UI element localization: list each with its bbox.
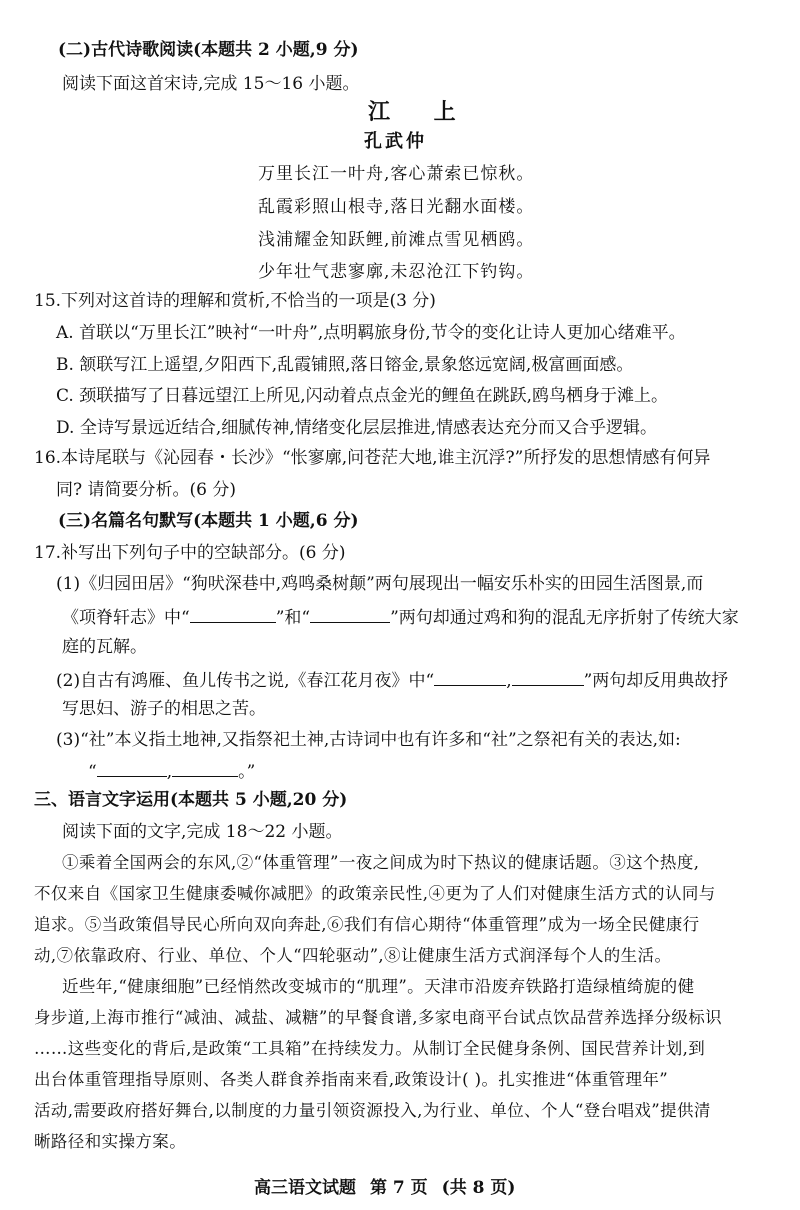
instruction-poem: 阅读下面这首宋诗,完成 15～16 小题。 [62,74,360,94]
question-17-part-3-line-1: (3)“社”本义指土地神,又指祭祀土神,古诗词中也有许多和“社”之祭祀有关的表达,如: [56,730,681,750]
answer-blank-6[interactable] [172,758,238,777]
text-segment: 《项脊轩志》中“ [62,608,190,628]
question-15-option-b: B. 颔联写江上遥望,夕阳西下,乱霞铺照,落日镕金,景象悠远宽阔,极富画面感。 [56,355,634,375]
answer-blank-2[interactable] [310,604,390,623]
text-segment: ”和“ [275,608,311,628]
question-16-line-1: 16.本诗尾联与《沁园春・长沙》“怅寥廓,问苍茫大地,谁主沉浮?”所抒发的思想情感有何异 [34,448,711,468]
question-17-part-2-line-1 [56,667,728,693]
poem-line-2: 乱霞彩照山根寺,落日光翻水面楼。 [258,197,535,217]
passage-p1-line-2: 不仅来自《国家卫生健康委喊你减肥》的政策亲民性,④更为了人们对健康生活方式的认同与 [34,884,716,903]
passage-p1-line-3: 追求。⑤当政策倡导民心所向双向奔赴,⑥我们有信心期待“体重管理”成为一场全民健康行 [34,915,700,934]
section-heading-recitation: (三)名篇名句默写(本题共 1 小题,6 分) [58,511,359,531]
passage-p1-line-4: 动,⑦依靠政府、行业、单位、个人“四轮驱动”,⑧让健康生活方式润泽每个人的生活。 [34,946,672,965]
question-17-stem: 17.补写出下列句子中的空缺部分。(6 分) [34,543,346,563]
text-segment: “ [88,762,97,782]
question-15-stem: 15.下列对这首诗的理解和赏析,不恰当的一项是(3 分) [34,291,436,311]
question-17-part-1-line-3: 庭的瓦解。 [62,637,147,657]
passage-p2-line-4: 出台体重管理指导原则、各类人群食养指南来看,政策设计( )。扎实推进“体重管理年” [34,1070,669,1089]
passage-p2-line-1: 近些年,“健康细胞”已经悄然改变城市的“肌理”。天津市沿废弃铁路打造绿植绮旎的健 [62,977,695,996]
page-footer [254,1176,529,1200]
passage-p2-line-6: 晰路径和实操方案。 [34,1132,187,1151]
passage-p1-line-1: ①乘着全国两会的东风,②“体重管理”一夜之间成为时下热议的健康话题。③这个热度, [62,853,700,872]
answer-blank-1[interactable] [190,604,276,623]
text-segment: , [166,762,173,782]
question-17-part-1-line-1: (1)《归园田居》“狗吠深巷中,鸡鸣桑树颠”两句展现出一幅安乐朴实的田园生活图景,而 [56,574,704,594]
question-17-part-3-line-2 [88,758,255,784]
footer-total-pages: (共 8 页) [441,1178,516,1198]
text-segment: , [506,671,512,691]
answer-blank-4[interactable] [512,667,584,686]
passage-p2-line-2: 身步道,上海市推行“减油、减盐、减糖”的早餐食谱,多家电商平台试点饮品营养选择分级标识 [34,1008,723,1027]
passage-p2-line-3: ……这些变化的背后,是政策“工具箱”在持续发力。从制订全民健身条例、国民营养计划,到 [34,1039,706,1058]
poem-author: 孔武仲 [364,131,427,152]
answer-blank-3[interactable] [434,667,506,686]
footer-page-number: 第 7 页 [370,1178,428,1198]
instruction-text: 阅读下面的文字,完成 18～22 小题。 [62,822,343,842]
text-segment: (2)自古有鸿雁、鱼儿传书之说,《春江花月夜》中“ [56,671,435,691]
part-heading-language: 三、语言文字运用(本题共 5 小题,20 分) [34,790,348,810]
passage-p2-line-5: 活动,需要政府搭好舞台,以制度的力量引领资源投入,为行业、单位、个人“登台唱戏”提供清 [34,1101,711,1120]
text-segment: ”两句却反用典故抒 [583,671,729,691]
text-segment: 。” [238,762,256,782]
text-segment: ”两句却通过鸡和狗的混乱无序折射了传统大家 [390,608,739,628]
question-16-line-2: 同? 请简要分析。(6 分) [56,480,237,500]
poem-title: 江 上 [368,99,474,125]
answer-blank-5[interactable] [97,758,167,777]
footer-subject: 高三语文试题 [254,1178,356,1198]
question-15-option-a: A. 首联以“万里长江”映衬“一叶舟”,点明羁旅身份,节令的变化让诗人更加心绪难平。 [56,323,686,343]
question-15-option-c: C. 颈联描写了日暮远望江上所见,闪动着点点金光的鲤鱼在跳跃,鸥鸟栖身于滩上。 [56,386,669,406]
question-15-option-d: D. 全诗写景远近结合,细腻传神,情绪变化层层推进,情感表达充分而又合乎逻辑。 [56,418,658,438]
poem-line-3: 浅浦耀金知跃鲤,前滩点雪见栖鸥。 [258,230,535,250]
question-17-part-2-line-2: 写思妇、游子的相思之苦。 [62,699,266,719]
question-17-part-1-line-2 [62,604,739,630]
section-heading-poetry: (二)古代诗歌阅读(本题共 2 小题,9 分) [58,40,359,60]
poem-line-4: 少年壮气悲寥廓,未忍沧江下钓钩。 [258,262,535,282]
poem-line-1: 万里长江一叶舟,客心萧索已惊秋。 [258,164,535,184]
